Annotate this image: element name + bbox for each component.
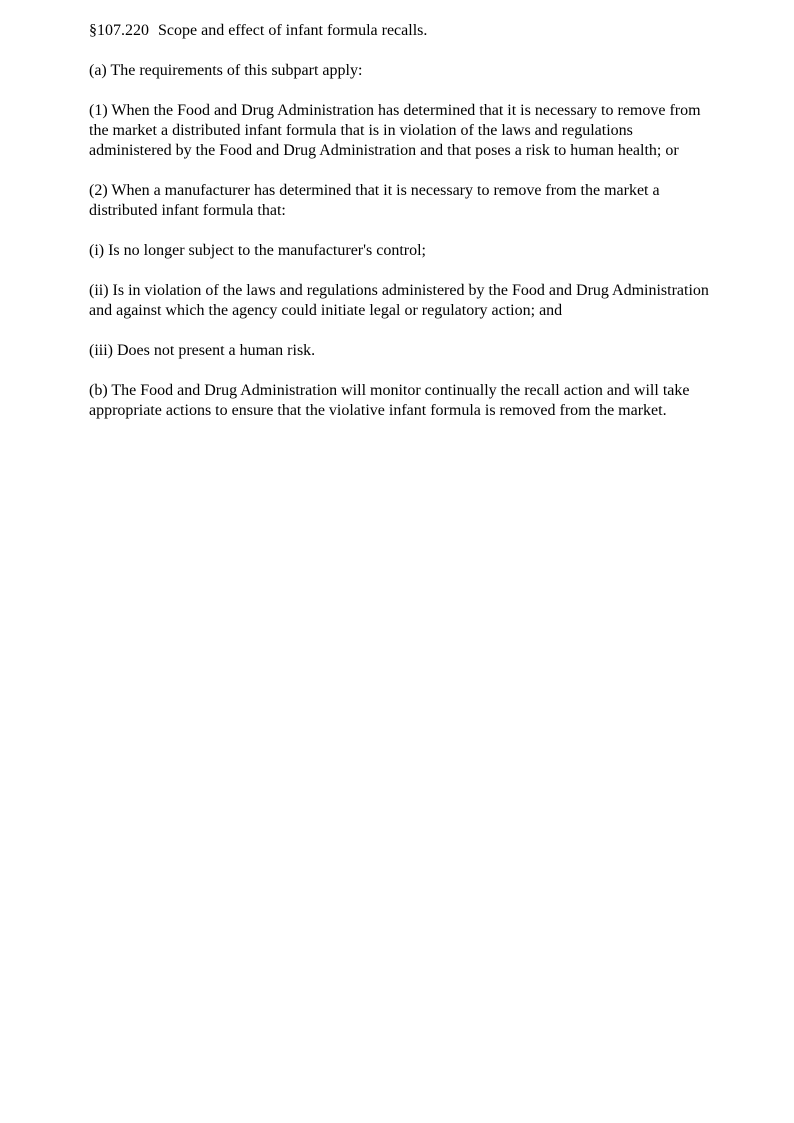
paragraph-a-2-i: (i) Is no longer subject to the manufacturer's control; <box>89 242 426 259</box>
document-page <box>89 21 719 441</box>
paragraph-a-2-ii: (ii) Is in violation of the laws and regulations administered by the Food and Drug Administration and against which the agency could initiate legal or regulatory action; and <box>89 282 709 319</box>
paragraph-a-2: (2) When a manufacturer has determined that it is necessary to remove from the market a distributed infant formula that: <box>89 182 660 219</box>
paragraph-b: (b) The Food and Drug Administration will monitor continually the recall action and will take appropriate actions to ensure that the violative infant formula is removed from the market. <box>89 382 690 419</box>
section-heading: Scope and effect of infant formula recalls. <box>158 22 428 39</box>
paragraph-a: (a) The requirements of this subpart apply: <box>89 62 363 79</box>
section-number: §107.220 <box>89 22 149 39</box>
paragraph-a-1: (1) When the Food and Drug Administration has determined that it is necessary to remove from the market a distributed infant formula that is in violation of the laws and regulations administered by the Food and Drug Administration and that poses a risk to human health; or <box>89 102 701 159</box>
paragraph-a-2-iii: (iii) Does not present a human risk. <box>89 342 316 359</box>
section-title <box>89 21 719 41</box>
